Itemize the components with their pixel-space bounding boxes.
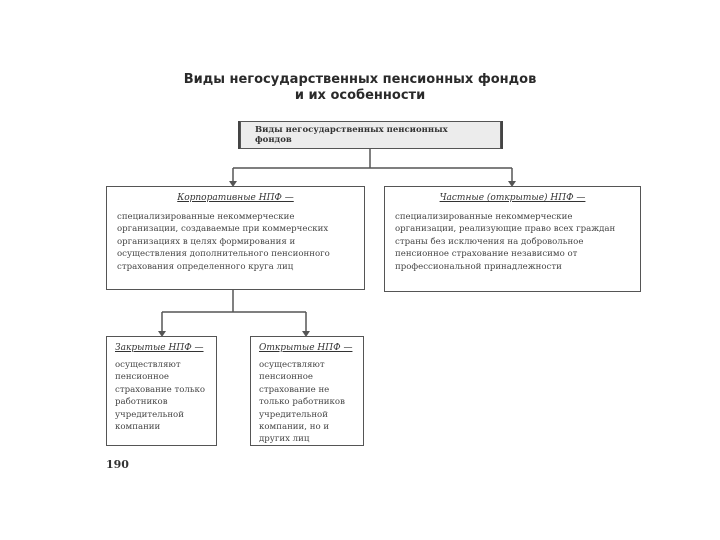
- page-title-line2: и их особенности: [294, 88, 426, 103]
- root-node: [238, 121, 503, 149]
- page-number: 190: [106, 458, 129, 471]
- corporate-npf-node: [106, 186, 365, 290]
- open-npf-node: [250, 336, 364, 446]
- closed-npf-title: Закрытые НПФ —: [115, 343, 204, 353]
- corporate-npf-title: Корпоративные НПФ —: [177, 193, 294, 203]
- open-npf-title: Открытые НПФ —: [259, 343, 353, 353]
- corporate-npf-text: специализированные некоммерческие организации, создаваемые при коммерческих организациях в целях формирования и осуществления дополнительного пенсионного страхования определенного круга лиц: [117, 212, 330, 272]
- page-title-line1: Виды негосударственных пенсионных фондов: [183, 72, 537, 87]
- root-node-label: Виды негосударственных пенсионных фондов: [240, 121, 501, 149]
- private-npf-title: Частные (открытые) НПФ —: [439, 193, 586, 203]
- closed-npf-node: [106, 336, 217, 446]
- private-npf-node: [384, 186, 641, 292]
- page-title: [120, 72, 600, 104]
- private-npf-text: специализированные некоммерческие организации, реализующие право всех граждан страны без исключения на добровольное пенсионное страхование независимо от профессиональной принадлежности: [395, 212, 616, 272]
- closed-npf-text: осуществляют пенсионное страхование только работников учредительной компании: [115, 360, 206, 433]
- open-npf-text: осуществляют пенсионное страхование не только работников учредительной компании, но и других лиц: [259, 360, 345, 445]
